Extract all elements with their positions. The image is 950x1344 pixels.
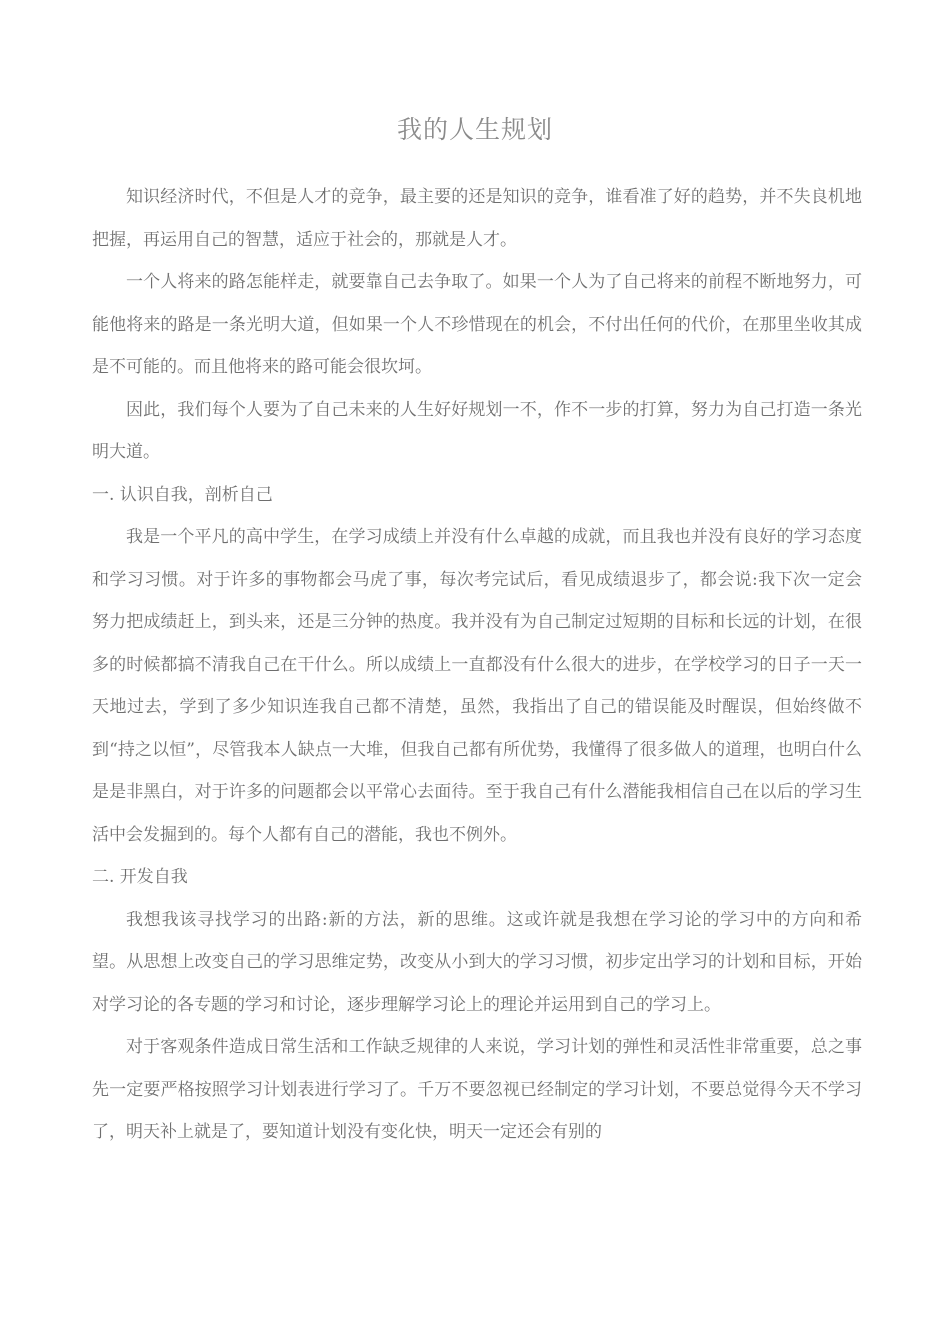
section-heading: 一. 认识自我，剖析自己 — [92, 484, 273, 505]
document-body — [92, 176, 862, 1154]
paragraph: 我是一个平凡的高中学生，在学习成绩上并没有什么卓越的成就，而且我也并没有良好的学习态度和学习习惯。对于许多的事物都会马虎了事，每次考完试后，看见成绩退步了，都会说:我下次一定会努力把成绩赶上，到头来，还是三分钟的热度。我并没有为自己制定过短期的目标和长远的计划，在很多的时候都搞不清我自己在干什么。所以成绩上一直都没有什么很大的进步，在学校学习的日子一天一天地过去，学到了多少知识连我自己都不清楚，虽然，我指出了自己的错误能及时醒误，但始终做不到“持之以恒”，尽管我本人缺点一大堆，但我自己都有所优势，我懂得了很多做人的道理，也明白什么是是非黑白，对于许多的问题都会以平常心去面待。至于我自己有什么潜能我相信自己在以后的学习生活中会发掘到的。每个人都有自己的潜能，我也不例外。 — [92, 527, 862, 845]
document-title: 我的人生规划 — [396, 115, 553, 144]
paragraph: 知识经济时代，不但是人才的竞争，最主要的还是知识的竞争，谁看准了好的趋势，并不失良机地把握，再运用自己的智慧，适应于社会的，那就是人才。 — [92, 187, 862, 250]
paragraph: 一个人将来的路怎能样走，就要靠自己去争取了。如果一个人为了自己将来的前程不断地努力，可能他将来的路是一条光明大道，但如果一个人不珍惜现在的机会，不付出任何的代价，在那里坐收其成是不可能的。而且他将来的路可能会很坎坷。 — [92, 272, 862, 377]
paragraph: 对于客观条件造成日常生活和工作缺乏规律的人来说，学习计划的弹性和灵活性非常重要，总之事先一定要严格按照学习计划表进行学习了。千万不要忽视已经制定的学习计划，不要总觉得今天不学习了，明天补上就是了，要知道计划没有变化快，明天一定还会有别的 — [92, 1037, 862, 1142]
section-heading: 二. 开发自我 — [92, 867, 188, 887]
paragraph: 我想我该寻找学习的出路:新的方法，新的思维。这或许就是我想在学习论的学习中的方向和希望。从思想上改变自己的学习思维定势，改变从小到大的学习习惯，初步定出学习的计划和目标，开始对学习论的各专题的学习和讨论，逐步理解学习论上的理论并运用到自己的学习上。 — [92, 909, 862, 1015]
paragraph: 因此，我们每个人要为了自己未来的人生好好规划一不，作不一步的打算，努力为自己打造一条光明大道。 — [92, 399, 862, 462]
